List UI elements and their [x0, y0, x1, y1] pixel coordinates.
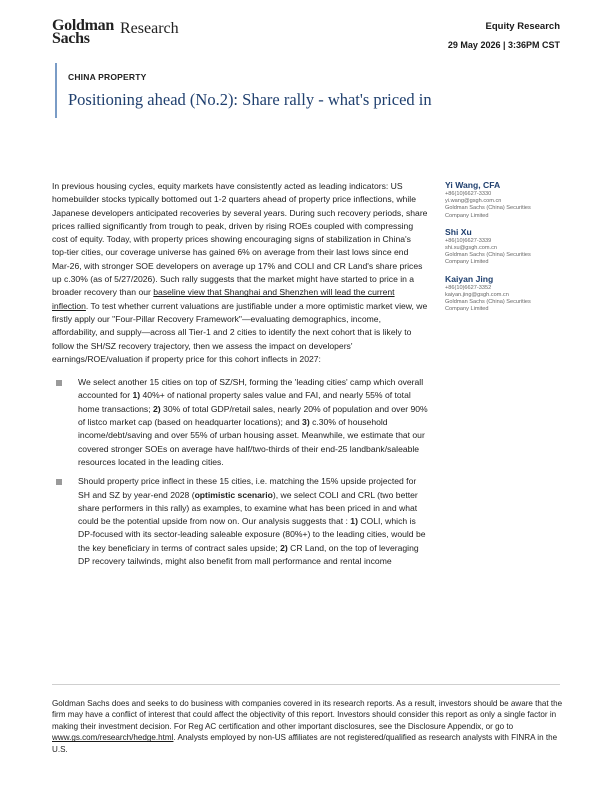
author-phone: +86(10)6627-3352 [445, 284, 492, 291]
author-phone: +86(10)6627-3330 [445, 191, 492, 197]
author-firm: Goldman Sachs (China) Securities [445, 252, 531, 259]
intro-text-1: In previous housing cycles, equity markets have consistently acted as leading indicators: US homebuilder stocks typically bottomed out 1-2 quarters ahead of property price inflections, while Japanese developers anticipated recoveries by several years. During such recovery periods, share prices rallied significantly from trough to peak, driven by rising ROEs coupled with compressing cost of equity. Today, with property prices showing encouraging signs of stabilization in China's top-tier cities, our coverage universe has gained 6% on average from their last lows since end Mar-26, with stronger SOE developers on average up 17% and COLI and CR Land's share prices up c.30% (as of 5/27/2026). Such rally suggests that the market might have started to price in a broader recovery than our [52, 181, 428, 298]
logo-line-sachs: Sachs [52, 30, 90, 47]
author-email[interactable]: yi.wang@gsgh.com.cn [445, 198, 502, 205]
header-meta [448, 20, 560, 52]
bullet2-bold-2: 1) [350, 516, 358, 527]
author-email[interactable]: kaiyan.jing@gsgh.com.cn [445, 291, 509, 298]
author-firm: Goldman Sachs (China) Securities [445, 205, 531, 212]
bullet2-text-2: ), we select COLI and CRL (two better share performers in this rally) as examples, to examine what has been priced in and what could be the potential upside from now on. Our analysis suggests that : [78, 489, 418, 527]
section-label: CHINA PROPERTY [68, 72, 147, 82]
page-title: Positioning ahead (No.2): Share rally - what's priced in [68, 90, 432, 109]
author-name: Shi Xu [445, 226, 472, 237]
bullet2-text-4: CR Land, on the top of leveraging DP recovery tailwinds, might also benefit from mall performance and rental income [78, 542, 419, 567]
bullet2-bold-3: 2) [280, 542, 288, 553]
author-name: Kaiyan Jing [445, 273, 494, 284]
author-phone: +86(10)6627-3339 [445, 237, 492, 244]
author-card [445, 274, 585, 314]
goldman-sachs-logo [52, 19, 212, 53]
bullet-square-icon [56, 479, 62, 485]
list-item [52, 475, 428, 568]
intro-paragraph [52, 180, 428, 366]
main-body [52, 180, 428, 574]
disclaimer [52, 698, 564, 755]
author-card [445, 227, 585, 267]
disclosure-link[interactable]: www.gs.com/research/hedge.html [52, 733, 174, 743]
baseline-view-link[interactable]: baseline view that Shanghai and Shenzhen will lead the current inflection [52, 287, 395, 311]
author-firm: Goldman Sachs (China) Securities [445, 299, 531, 306]
disclaimer-text-1: Goldman Sachs does and seeks to do business with companies covered in its research reports. As a result, investors should be aware that the firm may have a conflict of interest that could affect the objectivity of this report. Investors should consider this report as only a single factor in making their investment decision. For Reg AC certification and other important disclosures, see the Disclosure Appendix, or go to [52, 699, 563, 731]
logo-research: Research [120, 20, 179, 37]
report-date: 29 May 2026 | 3:36PM CST [447, 40, 560, 50]
disclaimer-text-2: . Analysts employed by non-US affiliates are not registered/qualified as research analysts with FINRA in the U.S. [52, 733, 558, 754]
bullet2-bold-1: optimistic scenario [194, 489, 273, 500]
author-email[interactable]: shi.xu@gsgh.com.cn [445, 245, 498, 252]
author-firm-suffix: Company Limited [445, 212, 489, 219]
author-firm-suffix: Company Limited [445, 259, 489, 266]
list-item [52, 376, 428, 469]
footer-divider [52, 684, 560, 685]
bullet1-text-1: We select another 15 cities on top of SZ/SH, forming the 'leading cities' camp which overall accounted for [78, 377, 424, 401]
bullet2-text-3: COLI, which is DP-focused with its sector-leading saleable exposure (80%+) to the leading cities, would be the key beneficiary in terms of contract sales upside; [78, 516, 426, 553]
author-card [445, 180, 585, 220]
logo-wordmark [52, 19, 114, 45]
bullet1-bold-3: 3) [302, 417, 310, 428]
bullet1-text-2: 40%+ of national property sales value and FAI, and nearly 55% of total home transactions; [78, 390, 411, 414]
author-firm-suffix: Company Limited [445, 306, 489, 313]
logo-line-goldman: Goldman [52, 17, 114, 34]
intro-text-2: . To test whether current valuations are justifiable under a more optimistic market view, we firstly apply our "Four-Pillar Recovery Framework"—evaluating demographics, income, affordability, and supply—across all Tier-1 and 2 cities to identify the next cohort that is likely to follow the SH/SZ recovery trajectory, then we assess the impact on developers' earnings/ROE/valuation if property price for this cohort inflects in 2027: [52, 300, 428, 364]
bullet2-text-1: Should property price inflect in these 15 cities, i.e. matching the 15% upside projected for SH and SZ by year-end 2028 ( [78, 476, 417, 500]
author-list [445, 180, 585, 320]
bullet1-bold-2: 2) [153, 403, 161, 414]
key-points-list [52, 376, 428, 568]
bullet1-text-3: 30% of total GDP/retail sales, nearly 20% of population and over 90% of listco market cap (based on headquarter locations); and [78, 403, 428, 428]
title-accent-bar [55, 63, 57, 118]
bullet-square-icon [56, 380, 62, 386]
report-unit: Equity Research [485, 21, 560, 32]
bullet1-text-4: c.30% of household income/debt/saving and over 55% of urban housing asset. Meanwhile, we estimate that our covered stronger SOEs on average have half/two-thirds of their end-25 landbank/saleable resources located in the leading cities. [78, 417, 425, 467]
author-name: Yi Wang, CFA [445, 180, 501, 190]
bullet1-bold-1: 1) [132, 390, 141, 401]
